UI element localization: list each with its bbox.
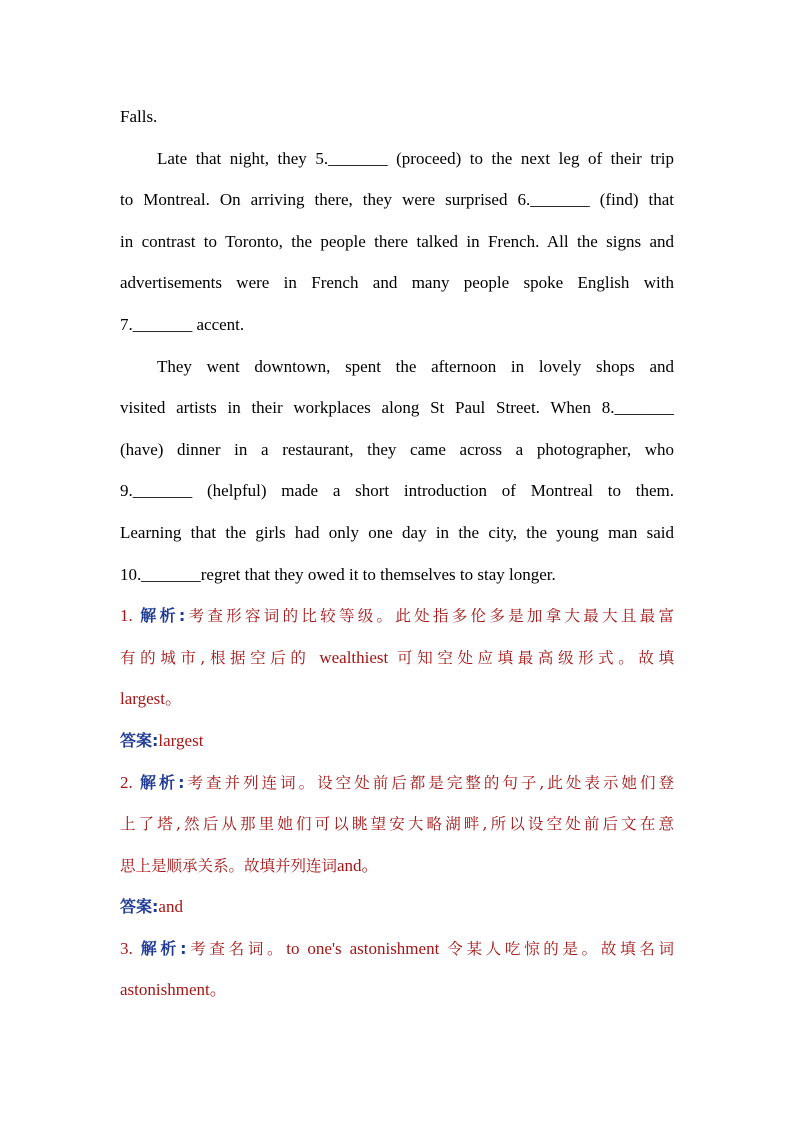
analysis-text: largest。 [120, 689, 183, 709]
analysis-line [120, 637, 674, 679]
analysis-keyword: wealthiest [319, 647, 389, 667]
analysis-text: 考查形容词的比较等级。此处指多伦多是加拿大最大且最富 [185, 607, 674, 626]
answer-line [120, 886, 674, 928]
analysis-label: 解析: [140, 606, 186, 626]
analysis-text: 考查并列连词。设空处前后都是完整的句子,此处表示她们登 [184, 773, 675, 792]
analysis-text: 有的城市,根据空后的 [120, 648, 311, 667]
analysis-text: 上了塔,然后从那里她们可以眺望安大略湖畔,所以设空处前后文在意 [120, 815, 674, 834]
analysis-text: 考查名词。 [186, 939, 287, 958]
answer-label: 答案: [120, 730, 159, 750]
passage-line: advertisements were in French and many people spoke English with [120, 273, 674, 293]
analysis-line [120, 928, 674, 970]
analysis-line [120, 678, 674, 720]
analysis-line [120, 845, 674, 887]
passage-line: 9._______ (helpful) made a short introduction of Montreal to them. [120, 481, 674, 501]
item-number: 3. [120, 938, 133, 958]
answer-label: 答案: [120, 897, 159, 917]
passage-line: (have) dinner in a restaurant, they came across a photographer, who [120, 439, 674, 459]
analysis-line [120, 803, 674, 845]
passage-line: Falls. [120, 107, 158, 126]
item-number: 2. [120, 772, 133, 792]
passage-line: in contrast to Toronto, the people there talked in French. All the signs and [120, 231, 674, 251]
analysis-text: 令某人吃惊的是。故填名词 [447, 939, 674, 958]
answer-value: and [158, 897, 183, 917]
analysis-line [120, 969, 674, 1011]
analysis-text: 思上是顺承关系。故填并列连词 [120, 856, 338, 875]
passage-line: to Montreal. On arriving there, they were surprised 6._______ (find) that [120, 190, 674, 210]
passage-line: 7._______ accent. [120, 314, 245, 334]
passage-line: Late that night, they 5._______ (proceed) to the next leg of their trip [157, 148, 674, 168]
analysis-line [120, 595, 674, 637]
passage-line: visited artists in their workplaces along St Paul Street. When 8._______ [120, 398, 674, 418]
analysis-text: 可知空处应填最高级形式。故填 [397, 648, 674, 667]
analysis-keyword: and。 [337, 855, 379, 875]
analysis-text: astonishment。 [120, 980, 227, 1000]
answer-line [120, 720, 674, 762]
document-page [120, 96, 674, 1011]
answer-value: largest [158, 730, 204, 750]
analysis-label: 解析: [140, 772, 185, 792]
passage-line: They went downtown, spent the afternoon in lovely shops and [157, 356, 674, 376]
analysis-label: 解析: [140, 938, 187, 958]
item-number: 1. [120, 606, 133, 626]
passage-line: Learning that the girls had only one day in the city, the young man said [120, 522, 674, 542]
analysis-line [120, 762, 674, 804]
analysis-keyword: to one's astonishment [286, 938, 440, 958]
passage-line: 10._______regret that they owed it to themselves to stay longer. [120, 564, 556, 584]
